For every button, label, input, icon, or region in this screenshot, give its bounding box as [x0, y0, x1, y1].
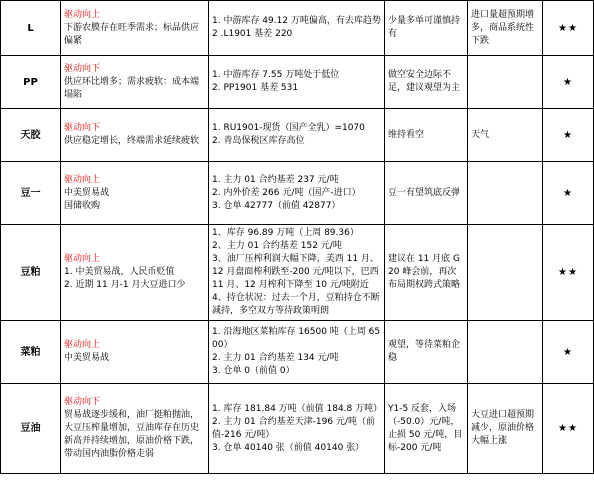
- risk-cell: 大豆进口超预期减少，原油价格大幅上涨: [468, 384, 543, 474]
- driver-label: 驱动向上: [64, 340, 101, 350]
- data-line: 1. 中游库存 7.55 万吨处于低位: [212, 70, 340, 80]
- logic-text: 贸易战逐步缓和，油厂挺粕抛油，大豆压榨量增加，豆油库存在历史新高并持续增加，原油价格下跌，带动国内油脂价格走弱: [64, 410, 200, 459]
- risk-cell: [468, 321, 543, 384]
- data-line: 2. 主力 01 合约基差天津-196 元/吨（前值-216 元/吨）: [212, 416, 375, 440]
- logic-cell: [61, 1, 209, 56]
- view-cell: 观望，等待菜粕企稳: [385, 321, 468, 384]
- data-line: 1. 主力 01 合约基差 237 元/吨: [212, 174, 339, 185]
- view-cell: 豆一有望筑底反弹: [385, 162, 468, 225]
- view-cell: 维持看空: [385, 109, 468, 162]
- view-cell: 少量多单可谨慎持有: [385, 1, 468, 56]
- data-cell: [209, 1, 385, 56]
- logic-text: 1. 中美贸易战，人民币贬值 2. 近期 11 月-1 月大豆进口少: [64, 267, 186, 290]
- data-line: 1. RU1901-现货（国产全乳）=1070: [212, 123, 365, 133]
- logic-cell: [61, 321, 209, 384]
- data-line: 2. 青岛保税区库存高位: [212, 136, 305, 146]
- risk-cell: [468, 56, 543, 109]
- table-row: [1, 1, 594, 56]
- driver-label: 驱动向下: [64, 63, 101, 74]
- view-cell: Y1-5 反套，入场（-50.0）元/吨，止损 50 元/吨，目标-200 元/吨: [385, 384, 468, 474]
- risk-cell: [468, 225, 543, 321]
- logic-cell: [61, 384, 209, 474]
- data-line: 2. 内外价差 266 元/吨（国产-进口）: [212, 187, 361, 198]
- table-row: [1, 321, 594, 384]
- data-cell: [209, 225, 385, 321]
- rating-stars: ★★: [543, 384, 594, 474]
- data-line: 3. 仓单 42777（前值 42877）: [212, 200, 341, 211]
- logic-cell: [61, 162, 209, 225]
- data-line: 3. 仓单 0（前值 0）: [212, 366, 295, 376]
- logic-text: 下游农膜存在旺季需求；标品供应偏紧: [64, 22, 200, 46]
- logic-text: 供应环比增多；需求疲软：成本端塌陷: [64, 76, 200, 100]
- table-row: [1, 225, 594, 321]
- logic-text: 中美贸易战: [64, 353, 110, 363]
- data-line: 1. 库存 181.84 万吨（前值 184.8 万吨）: [212, 403, 383, 414]
- commodity-name: 豆粕: [1, 225, 61, 321]
- data-cell: [209, 321, 385, 384]
- table-row: [1, 384, 594, 474]
- driver-label: 驱动向上: [64, 254, 101, 264]
- data-cell: [209, 56, 385, 109]
- logic-cell: [61, 56, 209, 109]
- rating-stars: ★: [543, 321, 594, 384]
- data-line: 1. 沿海地区菜粕库存 16500 吨（上周 6500）: [212, 327, 381, 350]
- commodity-name: 豆油: [1, 384, 61, 474]
- data-line: 3. 仓单 40140 张（前值 40140 张）: [212, 442, 365, 453]
- data-line: 1. 中游库存 49.12 万吨偏高，有去库趋势: [212, 16, 381, 26]
- logic-cell: [61, 109, 209, 162]
- commodity-name: 菜粕: [1, 321, 61, 384]
- rating-stars: ★★: [543, 225, 594, 321]
- commodity-name: L: [1, 1, 61, 56]
- risk-cell: [468, 162, 543, 225]
- data-cell: [209, 384, 385, 474]
- data-line: 4、持仓状况：过去一个月，豆粕持仓不断减持，多空双方等待政策明朗: [212, 293, 380, 316]
- table-row: [1, 56, 594, 109]
- data-cell: [209, 109, 385, 162]
- logic-text: 供应稳定增长，终端需求延续疲软: [64, 136, 200, 146]
- driver-label: 驱动向下: [64, 397, 101, 407]
- table-row: [1, 162, 594, 225]
- driver-label: 驱动向下: [64, 123, 101, 133]
- commodity-name: 天胶: [1, 109, 61, 162]
- data-line: 3、油厂压榨利润大幅下降，美西 11 月、12 月盘面榨利跌至-200 元/吨以下，巴西 11 月、12 月榨利下降至 10 元/吨附近: [212, 254, 379, 290]
- logic-text: 中美贸易战 国储收购: [64, 187, 110, 211]
- table-row: [1, 109, 594, 162]
- data-line: 2、主力 01 合约基差 152 元/吨: [212, 241, 342, 251]
- rating-stars: ★: [543, 162, 594, 225]
- risk-cell: 天气: [468, 109, 543, 162]
- data-line: 2. PP1901 基差 531: [212, 83, 299, 93]
- data-cell: [209, 162, 385, 225]
- logic-cell: [61, 225, 209, 321]
- rating-stars: ★★: [543, 1, 594, 56]
- data-line: 2. 主力 01 合约基差 134 元/吨: [212, 353, 339, 363]
- data-line: 1、库存 96.89 万吨（上周 89.36）: [212, 228, 359, 238]
- driver-label: 驱动向上: [64, 174, 101, 185]
- commodity-name: 豆一: [1, 162, 61, 225]
- commodity-name: PP: [1, 56, 61, 109]
- driver-label: 驱动向上: [64, 9, 101, 20]
- rating-stars: ★: [543, 109, 594, 162]
- data-line: 2 .L1901 基差 220: [212, 29, 293, 39]
- risk-cell: 进口量超预期增多，商品系统性下跌: [468, 1, 543, 56]
- rating-stars: ★: [543, 56, 594, 109]
- view-cell: 建议在 11 月底 G20 峰会前，再次布局期权跨式策略: [385, 225, 468, 321]
- view-cell: 做空安全边际不足，建议观望为主: [385, 56, 468, 109]
